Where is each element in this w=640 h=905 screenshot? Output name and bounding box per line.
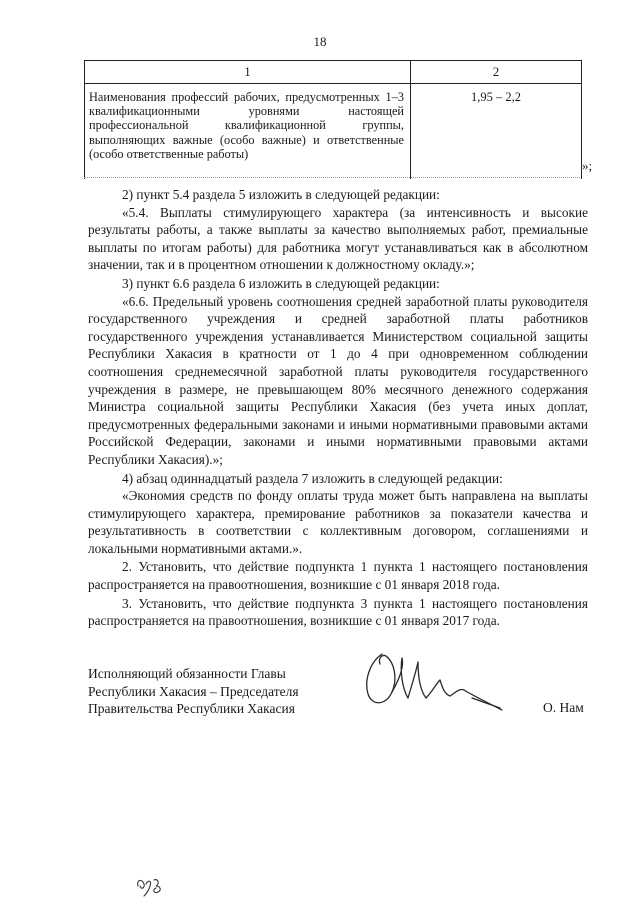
paragraph-point-3: 3. Установить, что действие подпункта 3 пункта 1 настоящего постановления распространяется на правоотношения, возникшие с 01 января 2017 года. xyxy=(88,595,588,629)
paragraph-item-4: 4) абзац одиннадцатый раздела 7 изложить в следующей редакции: xyxy=(122,470,503,486)
table-closing-quote: »; xyxy=(582,158,593,173)
paragraph-item-2: 2) пункт 5.4 раздела 5 изложить в следующей редакции: xyxy=(122,187,440,202)
signatory-name: О. Нам xyxy=(543,700,584,715)
signatory-title xyxy=(88,665,299,718)
coefficient-cell: 1,95 – 2,2 xyxy=(471,90,521,104)
signatory-title-line: Правительства Республики Хакасия xyxy=(88,701,295,716)
table-header-col-1: 1 xyxy=(85,61,411,83)
signatory-title-line: Исполняющий обязанности Главы xyxy=(88,666,286,681)
paragraph-savings: «Экономия средств по фонду оплаты труда может быть направлена на выплаты стимулирующего характера, премирование работников за показатели качества и результативность в соответствии с коллективным договором, соглашениями и локальными нормативными актами.». xyxy=(88,488,588,556)
handwritten-signature xyxy=(352,648,512,720)
table-bottom-edge xyxy=(84,177,580,178)
table-row xyxy=(85,84,581,179)
page-number: 18 xyxy=(313,34,327,49)
signatory-title-line: Республики Хакасия – Председателя xyxy=(88,683,299,699)
handwritten-initials xyxy=(132,872,172,898)
coefficient-table xyxy=(84,60,582,179)
paragraph-item-3: 3) пункт 6.6 раздела 6 изложить в следующей редакции: xyxy=(122,275,440,291)
table-header-col-2: 2 xyxy=(492,64,500,79)
paragraph-clause-6-6: «6.6. Предельный уровень соотношения средней заработной платы руководителя государственного учреждения и средней заработной платы работников государственного учреждения устанавливается Министерством социальной защиты Республики Хакасия в кратности от 1 до 4 при одновременном соблюдении соотношения среднемесячной заработной платы руководителя государственного учреждения в размере, не превышающем 80% месячного денежного содержания Министра социальной защиты Республики Хакасия (без учета иных доплат, предусмотренных федеральными законами и иными нормативными правовыми актами Российской Федерации, законами и иными нормативными правовыми актами Республики Хакасия).»; xyxy=(88,293,588,467)
table-header-row xyxy=(85,61,581,84)
profession-group-cell: Наименования профессий рабочих, предусмотренных 1–3 квалификационными уровнями настоящей профессиональной квалификационной группы, выполняющих важные (особо важные) и ответственные (особо ответственные работы) xyxy=(85,84,411,179)
paragraph-clause-5-4: «5.4. Выплаты стимулирующего характера (за интенсивность и высокие результаты работы, а также выплаты за качество выполняемых работ, премиальные выплаты по итогам работы) для работника могут устанавливаться как в абсолютном значении, так и в процентном отношении к должностному окладу.»; xyxy=(88,204,588,273)
document-body xyxy=(88,186,588,630)
paragraph-point-2: 2. Установить, что действие подпункта 1 пункта 1 настоящего постановления распространяется на правоотношения, возникшие с 01 января 2018 года. xyxy=(88,559,588,593)
